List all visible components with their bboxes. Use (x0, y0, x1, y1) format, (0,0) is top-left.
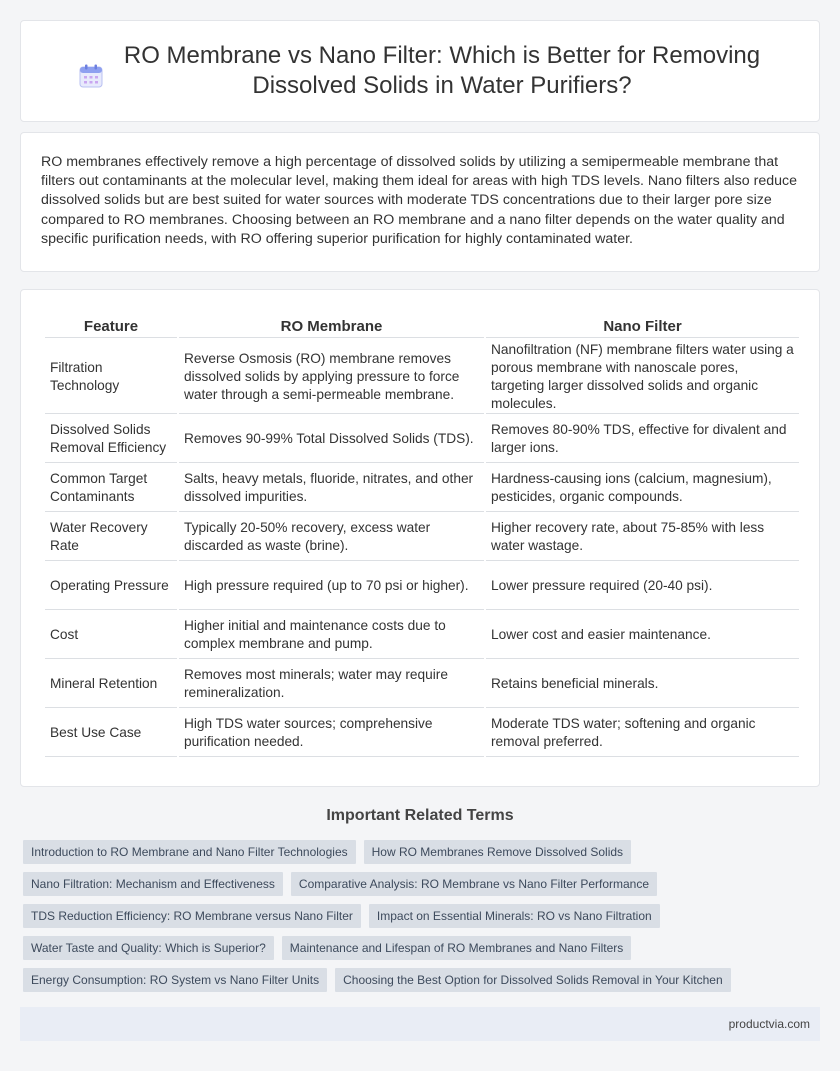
nano-cell: Moderate TDS water; softening and organic removal preferred. (486, 710, 799, 757)
nano-cell: Lower cost and easier maintenance. (486, 612, 799, 659)
ro-cell: Removes most minerals; water may require remineralization. (179, 661, 484, 708)
related-terms-list (23, 840, 823, 1000)
related-terms-title: Important Related Terms (326, 807, 514, 824)
related-term-link[interactable]: TDS Reduction Efficiency: RO Membrane versus Nano Filter (23, 904, 361, 928)
tag-row (23, 872, 823, 896)
page-title: RO Membrane vs Nano Filter: Which is Better for Removing Dissolved Solids in Water Purifiers? (123, 42, 761, 99)
related-term-link[interactable]: Energy Consumption: RO System vs Nano Filter Units (23, 968, 327, 992)
ro-cell: Salts, heavy metals, fluoride, nitrates, and other dissolved impurities. (179, 465, 484, 512)
footer (20, 1007, 820, 1041)
title-row (60, 41, 780, 101)
table-row (45, 514, 799, 561)
table-row (45, 661, 799, 708)
nano-cell: Hardness-causing ions (calcium, magnesium), pesticides, organic compounds. (486, 465, 799, 512)
nano-cell: Nanofiltration (NF) membrane filters water using a porous membrane with nanoscale pores, targeting larger dissolved solids and organic molecules. (486, 340, 799, 414)
title-card (20, 20, 820, 122)
feature-cell: Best Use Case (45, 710, 177, 757)
tag-row (23, 936, 823, 960)
calendar-icon (78, 63, 104, 89)
nano-cell: Removes 80-90% TDS, effective for divalent and larger ions. (486, 416, 799, 463)
comparison-table (43, 312, 801, 759)
ro-cell: High pressure required (up to 70 psi or higher). (179, 563, 484, 610)
table-row (45, 612, 799, 659)
table-header-row (45, 314, 799, 338)
tag-row (23, 968, 823, 992)
feature-cell: Operating Pressure (45, 563, 177, 610)
ro-cell: Typically 20-50% recovery, excess water discarded as waste (brine). (179, 514, 484, 561)
feature-cell: Common Target Contaminants (45, 465, 177, 512)
related-term-link[interactable]: Choosing the Best Option for Dissolved Solids Removal in Your Kitchen (335, 968, 731, 992)
comparison-card (20, 289, 820, 787)
ro-cell: Higher initial and maintenance costs due to complex membrane and pump. (179, 612, 484, 659)
related-term-link[interactable]: Water Taste and Quality: Which is Superior? (23, 936, 274, 960)
related-term-link[interactable]: Nano Filtration: Mechanism and Effectiveness (23, 872, 283, 896)
table-row (45, 416, 799, 463)
table-row (45, 340, 799, 414)
table-row (45, 710, 799, 757)
feature-cell: Cost (45, 612, 177, 659)
table-row (45, 563, 799, 610)
table-row (45, 465, 799, 512)
tag-row (23, 904, 823, 928)
intro-paragraph: RO membranes effectively remove a high percentage of dissolved solids by utilizing a semipermeable membrane that filters out contaminants at the molecular level, making them ideal for areas with high TDS levels. Nano filters also reduce dissolved solids but are best suited for water sources with moderate TDS concentrations due to their larger pore size compared to RO membranes. Choosing between an RO membrane and a nano filter depends on the water quality and specific purification needs, with RO offering superior purification for highly contaminated water. (41, 154, 797, 247)
ro-cell: Removes 90-99% Total Dissolved Solids (TDS). (179, 416, 484, 463)
header-feature: Feature (45, 314, 177, 338)
nano-cell: Retains beneficial minerals. (486, 661, 799, 708)
related-term-link[interactable]: Maintenance and Lifespan of RO Membranes and Nano Filters (282, 936, 632, 960)
related-term-link[interactable]: Impact on Essential Minerals: RO vs Nano Filtration (369, 904, 660, 928)
nano-cell: Higher recovery rate, about 75-85% with less water wastage. (486, 514, 799, 561)
header-nano-filter: Nano Filter (486, 314, 799, 338)
header-ro-membrane: RO Membrane (179, 314, 484, 338)
feature-cell: Dissolved Solids Removal Efficiency (45, 416, 177, 463)
tag-row (23, 840, 823, 864)
feature-cell: Filtration Technology (45, 340, 177, 414)
feature-cell: Mineral Retention (45, 661, 177, 708)
related-term-link[interactable]: How RO Membranes Remove Dissolved Solids (364, 840, 631, 864)
footer-site-link[interactable]: productvia.com (728, 1017, 810, 1031)
intro-card (20, 132, 820, 272)
ro-cell: High TDS water sources; comprehensive purification needed. (179, 710, 484, 757)
related-term-link[interactable]: Comparative Analysis: RO Membrane vs Nano Filter Performance (291, 872, 657, 896)
nano-cell: Lower pressure required (20-40 psi). (486, 563, 799, 610)
ro-cell: Reverse Osmosis (RO) membrane removes dissolved solids by applying pressure to force water through a semi-permeable membrane. (179, 340, 484, 414)
feature-cell: Water Recovery Rate (45, 514, 177, 561)
related-term-link[interactable]: Introduction to RO Membrane and Nano Filter Technologies (23, 840, 356, 864)
